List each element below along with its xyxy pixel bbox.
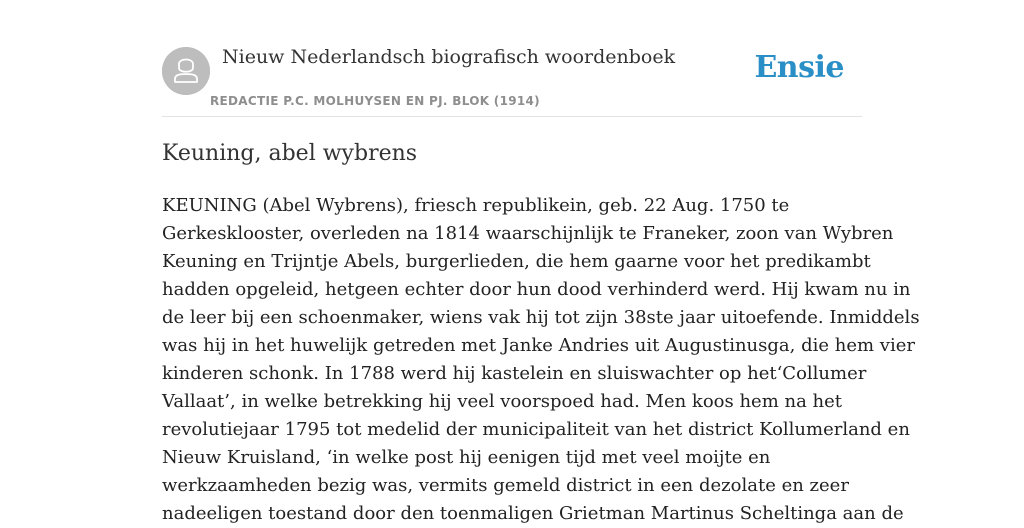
- ensie-logo[interactable]: Ensie: [754, 50, 844, 85]
- article-line: was hij in het huwelijk getreden met Janke Andries uit Augustinusga, die hem vier: [162, 335, 915, 356]
- source-title[interactable]: Nieuw Nederlandsch biografisch woordenboek: [222, 46, 676, 68]
- article-line: KEUNING (Abel Wybrens), friesch republikein, geb. 22 Aug. 1750 te: [162, 195, 790, 216]
- article-line: werkzaamheden bezig was, vermits gemeld district in een dezolate en zeer: [162, 475, 849, 496]
- article-line: kinderen schonk. In 1788 werd hij kastelein en sluiswachter op het‘Collumer: [162, 363, 867, 384]
- article-line: revolutiejaar 1795 tot medelid der municipaliteit van het district Kollumerland en: [162, 419, 910, 440]
- article-line: nadeeligen toestand door den toenmaligen Grietman Martinus Scheltinga aan de: [162, 503, 904, 524]
- article-line: de leer bij een schoenmaker, wiens vak hij tot zijn 38ste jaar uitoefende. Inmiddels: [162, 307, 920, 328]
- article-line: hadden opgeleid, hetgeen echter door hun dood verhinderd werd. Hij kwam nu in: [162, 279, 911, 300]
- source-header: [162, 0, 862, 117]
- article-line: Gerkesklooster, overleden na 1814 waarschijnlijk te Franeker, zoon van Wybren: [162, 223, 894, 244]
- user-avatar-icon: [162, 47, 210, 95]
- article-body: [162, 192, 920, 528]
- source-editor: REDACTIE P.C. MOLHUYSEN EN PJ. BLOK (1914): [210, 94, 540, 108]
- article-line: Vallaat’, in welke betrekking hij veel voorspoed had. Men koos hem na het: [162, 391, 843, 412]
- article-line: Keuning en Trijntje Abels, burgerlieden, die hem gaarne voor het predikambt: [162, 251, 871, 272]
- article-line: Nieuw Kruisland, ‘in welke post hij eenigen tijd met veel moijte en: [162, 447, 771, 468]
- article-title: Keuning, abel wybrens: [162, 141, 418, 166]
